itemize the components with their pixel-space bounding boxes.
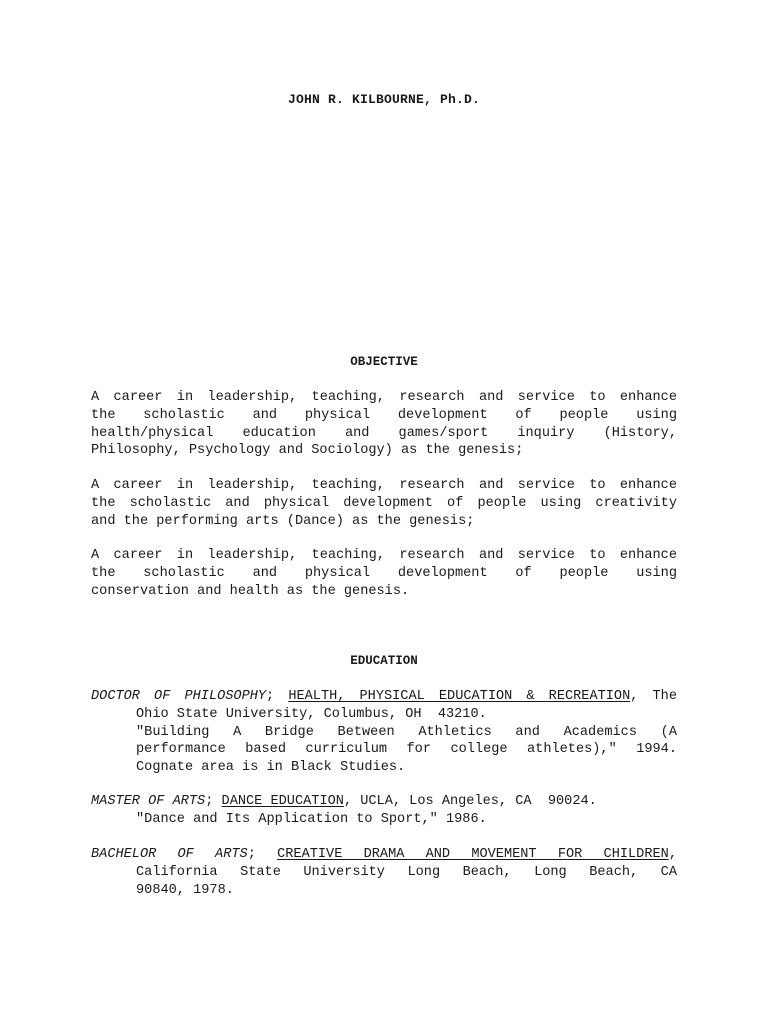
phd-line-5: Cognate area is in Black Studies. [136, 760, 406, 776]
ba-field: CREATIVE DRAMA AND MOVEMENT FOR CHILDREN [277, 847, 669, 862]
ba-degree: BACHELOR OF ARTS [91, 847, 248, 862]
ma-degree: MASTER OF ARTS [91, 794, 206, 809]
objective-p1-line-1: A career in leadership, teaching, research and service to enhance [91, 390, 677, 405]
ma-line-1-rest: , UCLA, Los Angeles, CA 90024. [343, 794, 597, 809]
objective-p1-line-2: the scholastic and physical development of people using [91, 407, 677, 423]
objective-p1-line-4: Philosophy, Psychology and Sociology) as the genesis; [91, 443, 524, 459]
phd-degree: DOCTOR OF PHILOSOPHY [91, 689, 267, 704]
ma-line-1 [91, 793, 677, 811]
objective-paragraph-3 [91, 547, 677, 600]
ba-line-3: 90840, 1978. [136, 882, 234, 898]
ba-line-1 [91, 846, 677, 864]
objective-p2-line-1: A career in leadership, teaching, research and service to enhance [91, 478, 677, 493]
phd-line-1-rest: , The [630, 689, 677, 704]
ma-separator: ; [205, 794, 222, 809]
objective-paragraph-1 [91, 389, 677, 460]
objective-p3-line-2: the scholastic and physical development of people using [91, 565, 677, 581]
ba-line-2: California State University Long Beach, Long Beach, CA [136, 864, 677, 880]
ma-field: DANCE EDUCATION [221, 794, 344, 809]
objective-p1-line-3: health/physical education and games/sport inquiry (History, [91, 425, 677, 441]
phd-line-1 [91, 688, 677, 706]
phd-separator: ; [266, 689, 289, 704]
objective-paragraph-2 [91, 477, 677, 530]
ba-separator: ; [247, 847, 278, 862]
ba-line-1-rest: , [668, 847, 677, 862]
phd-line-3: "Building A Bridge Between Athletics and Academics (A [136, 724, 677, 740]
objective-p3-line-1: A career in leadership, teaching, research and service to enhance [91, 548, 677, 563]
education-ba-entry [91, 846, 677, 899]
education-heading: EDUCATION [350, 654, 418, 668]
education-phd-entry [91, 688, 677, 777]
objective-p2-line-2: the scholastic and physical development of people using creativity [91, 495, 677, 511]
objective-heading: OBJECTIVE [350, 355, 418, 369]
objective-p3-line-3: conservation and health as the genesis. [91, 583, 410, 599]
phd-field: HEALTH, PHYSICAL EDUCATION & RECREATION [288, 689, 631, 704]
education-ma-entry [91, 793, 677, 829]
phd-line-4: performance based curriculum for college athletes)," 1994. [136, 742, 677, 758]
phd-line-2: Ohio State University, Columbus, OH 43210. [136, 706, 487, 722]
objective-p2-line-3: and the performing arts (Dance) as the genesis; [91, 513, 475, 529]
resume-name: JOHN R. KILBOURNE, Ph.D. [287, 92, 481, 107]
ma-line-2: "Dance and Its Application to Sport," 1986. [136, 811, 487, 827]
